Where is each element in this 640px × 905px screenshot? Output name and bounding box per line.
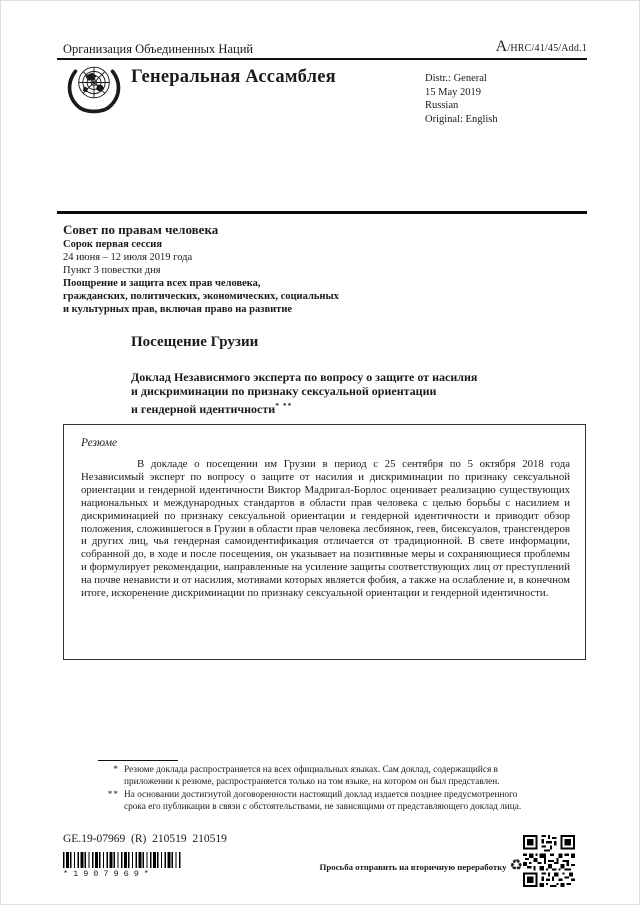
ge-number: GE.19-07969 (R) 210519 210519 bbox=[63, 833, 227, 845]
section-divider-rule bbox=[57, 211, 587, 214]
date-line: 15 May 2019 bbox=[425, 86, 481, 98]
assembly-title: Генеральная Ассамблея bbox=[131, 67, 336, 87]
document-symbol bbox=[496, 38, 587, 56]
footnote-marker: ** bbox=[107, 789, 119, 800]
footnotes bbox=[63, 764, 529, 814]
footnote-separator-rule bbox=[98, 760, 178, 761]
qr-code bbox=[521, 835, 577, 892]
org-name: Организация Объединенных Наций bbox=[63, 42, 254, 56]
agenda-item: Пункт 3 повестки дня bbox=[63, 265, 161, 276]
session-block bbox=[63, 221, 339, 316]
session-name: Сорок первая сессия bbox=[63, 239, 163, 250]
session-dates: 24 июня – 12 июля 2019 года bbox=[63, 252, 193, 263]
footnote-marker: * bbox=[113, 765, 119, 775]
recycle-icon: ♻ bbox=[509, 858, 523, 874]
report-title: Посещение Грузии bbox=[131, 334, 259, 350]
agenda-title-line: и культурных прав, включая право на развитие bbox=[63, 304, 293, 315]
original-line: Original: English bbox=[425, 113, 498, 125]
document-symbol-rest: /HRC/41/45/Add.1 bbox=[507, 43, 587, 54]
document-symbol-letter: A bbox=[495, 38, 508, 55]
agenda-title-line: гражданских, политических, экономических, социальных bbox=[63, 291, 339, 302]
language-line: Russian bbox=[425, 100, 459, 112]
agenda-title-line: Поощрение и защита всех прав человека, bbox=[63, 278, 261, 289]
footnote bbox=[63, 764, 529, 789]
summary-body: В докладе о посещении им Грузии в период с 25 сентября по 5 октября 2018 года Независимый эксперт по вопросу о защите от насилия и дискриминации по признаку сексуальной ориентации и гендерной идентичности Виктор Мадригал-Борлос оценивает реализацию существующих национальных и международных стандартов в области прав человека с целью борьбы с насилием и дискриминацией по признаку сексуальной ориентации и гендерной идентичности и приводит обзор положения, сложившегося в Грузии в области прав человека лесбиянок, геев, бисексуалов, трансгендеров и других лиц, чья гендерная самоидентификация отличается от традиционной. В свете информации, собранной до, в ходе и после посещения, он указывает на позитивные меры и сохраняющиеся проблемы и формулирует рекомендации, направленные на усиление защиты соответствующих лиц от преступлений на почве ненависти и от насилия, мотивами которых является фобия, а также на ослабление и, в конечном итоге, искоренение дискриминации по признаку сексуальной ориентации и гендерной идентичности. bbox=[81, 458, 570, 600]
header-rule bbox=[57, 58, 587, 60]
subtitle-footnote-marks: * ** bbox=[275, 400, 293, 410]
distribution-block bbox=[425, 72, 498, 126]
footnote-text: На основании достигнутой договоренности настоящий доклад издается позднее предусмотренного срока его публикации в связи с обстоятельствами, не зависящими от представляющего доклад лица. bbox=[124, 789, 522, 813]
report-subtitle bbox=[131, 371, 477, 417]
barcode bbox=[63, 852, 181, 868]
subtitle-line: и гендерной идентичности bbox=[131, 401, 276, 416]
barcode-text: *1907969* bbox=[63, 869, 154, 879]
subtitle-line: Доклад Независимого эксперта по вопросу о защите от насилия bbox=[131, 370, 478, 384]
footnote-text: Резюме доклада распространяется на всех официальных языках. Сам доклад, содержащийся в приложении к резюме, распространяется только на том языке, на котором он был представлен. bbox=[124, 765, 500, 788]
recycle-note-text: Просьба отправить на вторичную переработку bbox=[319, 861, 507, 872]
summary-box bbox=[63, 424, 586, 660]
footnote bbox=[63, 789, 529, 814]
summary-heading: Резюме bbox=[81, 437, 118, 449]
council-heading: Совет по правам человека bbox=[63, 222, 219, 237]
un-emblem-icon bbox=[63, 63, 125, 120]
distr-line: Distr.: General bbox=[425, 73, 487, 84]
subtitle-line: и дискриминации по признаку сексуальной ориентации bbox=[131, 383, 437, 398]
recycle-note bbox=[201, 859, 523, 874]
